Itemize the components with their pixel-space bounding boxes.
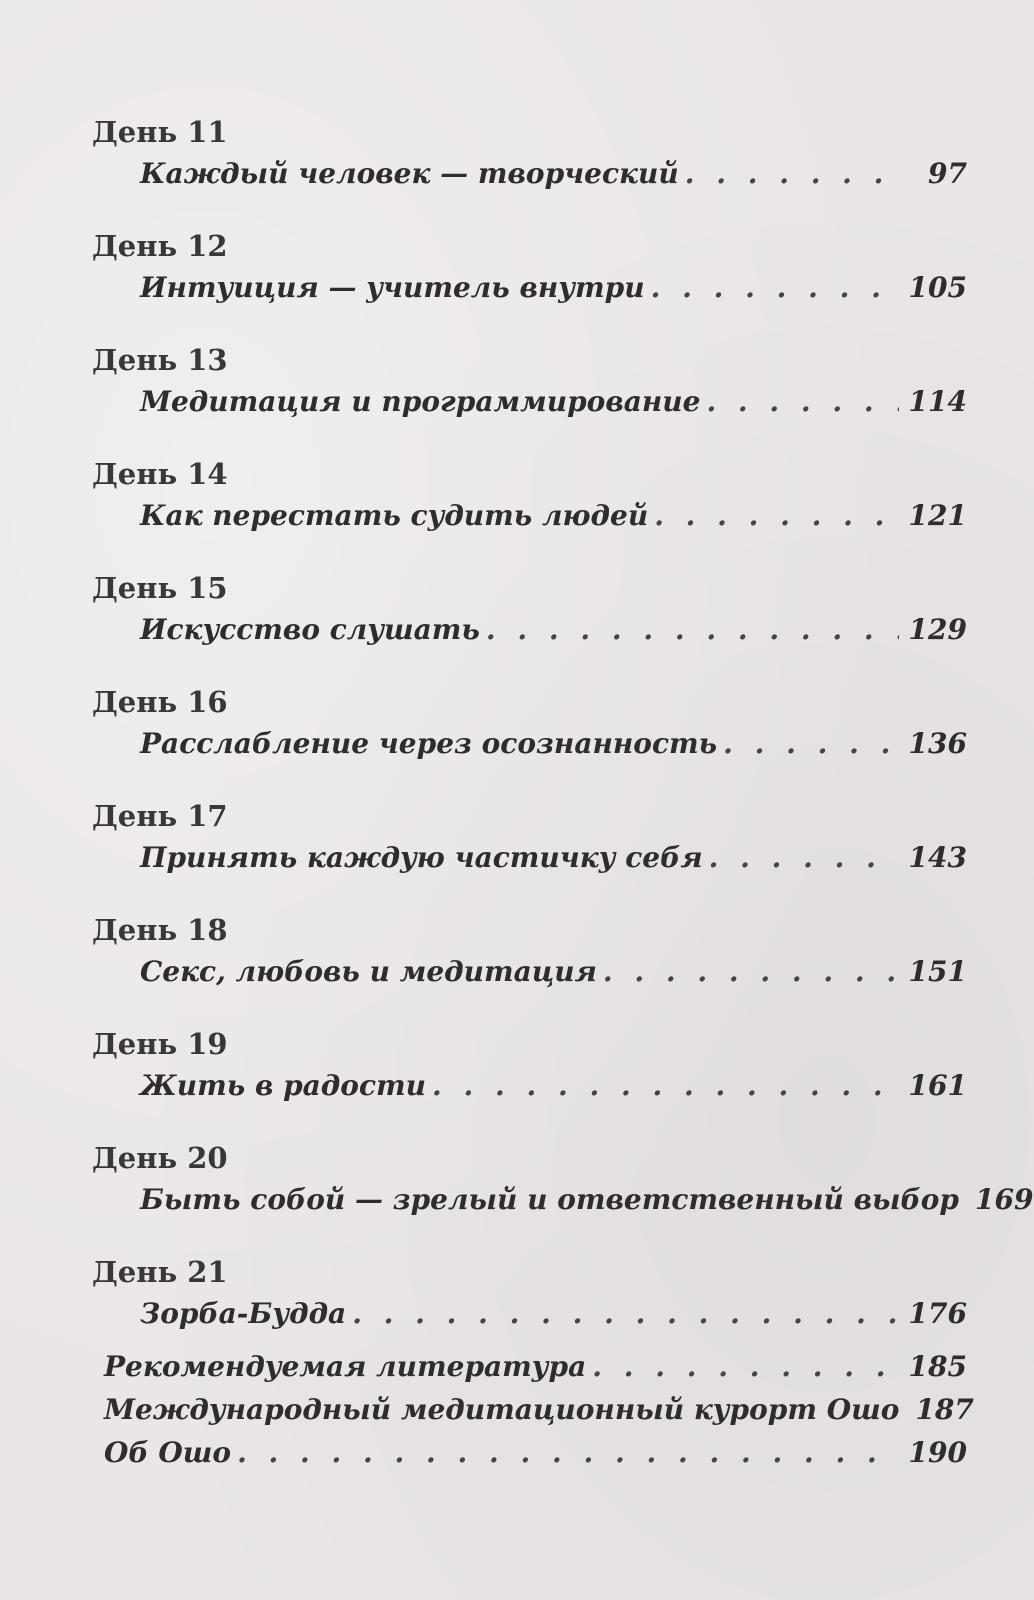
dot-leader [685, 154, 901, 194]
day-label: День 17 [92, 799, 228, 833]
page-number: 161 [908, 1069, 967, 1102]
entry-title: Рекомендуемая литература [104, 1350, 587, 1383]
entry-title: Медитация и программирование [140, 385, 701, 418]
page-number: 129 [908, 613, 967, 646]
toc-day-block [92, 1024, 967, 1138]
dot-leader [237, 1433, 898, 1473]
toc-entry [140, 1066, 967, 1106]
entry-title: Как перестать судить людей [140, 499, 649, 532]
page-number: 176 [908, 1297, 967, 1330]
toc-extra-entry [104, 1433, 967, 1476]
toc-entry [140, 1180, 1034, 1220]
day-label: День 15 [92, 571, 228, 605]
day-label: День 20 [92, 1141, 228, 1175]
page-number: 185 [908, 1350, 967, 1383]
toc-appendix [104, 1347, 974, 1476]
toc-day-block [92, 910, 967, 1024]
dot-leader [486, 610, 899, 650]
entry-title: Принять каждую частичку себя [140, 841, 703, 874]
dot-leader [651, 268, 899, 308]
entry-title: Интуиция — учитель внутри [140, 271, 645, 304]
entry-title: Искусство слушать [140, 613, 480, 646]
page-number: 190 [908, 1436, 967, 1469]
toc-day-block [92, 340, 967, 454]
day-label: День 21 [92, 1255, 228, 1289]
page-number: 169 [975, 1183, 1034, 1216]
day-label: День 14 [92, 457, 228, 491]
entry-title: Об Ошо [104, 1436, 232, 1469]
toc-day-block [92, 682, 967, 796]
day-label: День 16 [92, 685, 228, 719]
toc-entry [140, 1294, 967, 1334]
dot-leader [352, 1294, 898, 1334]
page-number: 136 [908, 727, 967, 760]
table-of-contents [92, 112, 1034, 1366]
dot-leader [592, 1347, 898, 1387]
page-number: 187 [915, 1393, 974, 1426]
page-number: 143 [908, 841, 967, 874]
toc-entry [140, 610, 967, 650]
dot-leader [603, 952, 899, 992]
entry-title: Быть собой — зрелый и ответственный выбор [140, 1183, 959, 1216]
entry-title: Расслабление через осознанность [140, 727, 718, 760]
dot-leader [706, 382, 898, 422]
toc-day-block [92, 796, 967, 910]
page-number: 114 [908, 385, 967, 418]
day-label: День 12 [92, 229, 228, 263]
toc-day-block [92, 1138, 1034, 1252]
toc-entry [140, 838, 967, 878]
toc-day-block [92, 568, 967, 682]
day-label: День 19 [92, 1027, 228, 1061]
page-number: 105 [908, 271, 967, 304]
toc-entry [140, 382, 967, 422]
day-label: День 13 [92, 343, 228, 377]
toc-entry [140, 724, 967, 764]
dot-leader [723, 724, 898, 764]
toc-day-block [92, 454, 967, 568]
page-number: 97 [928, 157, 967, 190]
entry-title: Зорба-Будда [140, 1297, 347, 1330]
dot-leader [654, 496, 898, 536]
entry-title: Каждый человек — творческий [140, 157, 679, 190]
day-label: День 18 [92, 913, 228, 947]
toc-day-block [92, 226, 967, 340]
entry-title: Секс, любовь и медитация [140, 955, 597, 988]
page-number: 121 [908, 499, 967, 532]
toc-day-block [92, 112, 967, 226]
toc-entry [140, 268, 967, 308]
entry-title: Жить в радости [140, 1069, 426, 1102]
toc-entry [140, 496, 967, 536]
toc-entry [140, 952, 967, 992]
dot-leader [709, 838, 899, 878]
toc-extra-entry [104, 1390, 974, 1433]
dot-leader [432, 1066, 899, 1106]
toc-extra-entry [104, 1347, 967, 1390]
entry-title: Международный медитационный курорт Ошо [104, 1393, 900, 1426]
toc-entry [140, 154, 967, 194]
page-number: 151 [908, 955, 967, 988]
day-label: День 11 [92, 115, 228, 149]
